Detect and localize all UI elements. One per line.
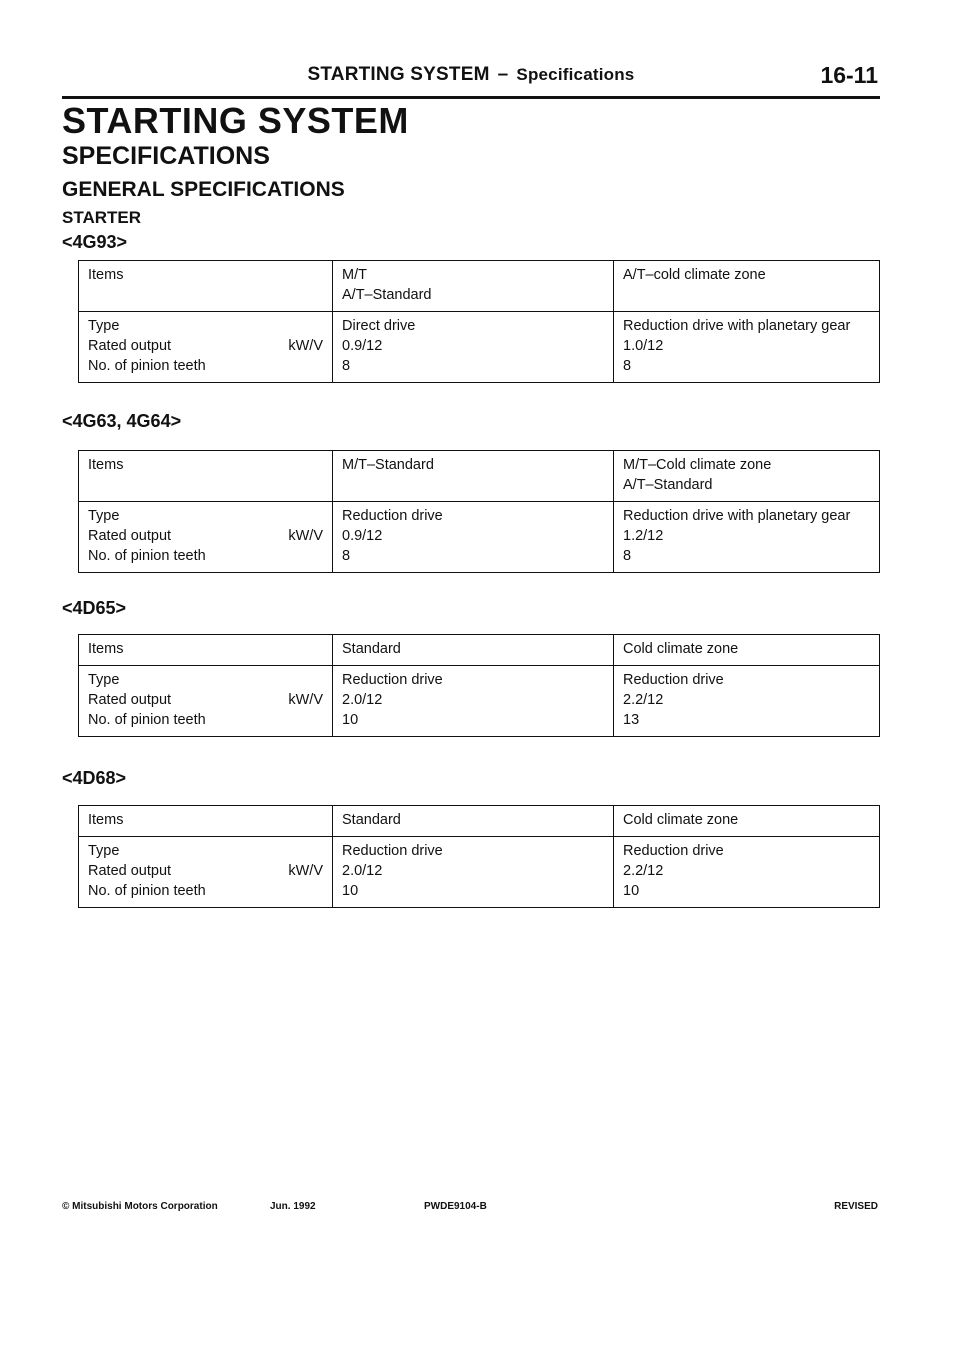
header-cell: Standard	[333, 635, 614, 666]
header-cell: M/T–Standard	[333, 451, 614, 502]
model-label: <4G63, 4G64>	[62, 411, 182, 431]
header-cell: Standard	[333, 806, 614, 837]
items-cell: Type Rated output kW/V No. of pinion teeth	[79, 666, 333, 737]
table-header-row	[79, 261, 880, 312]
items-cell: Type Rated output kW/V No. of pinion teeth	[79, 502, 333, 573]
header-subtitle: Specifications	[516, 65, 635, 84]
header-dash: –	[497, 64, 509, 85]
spec-table-4d68	[78, 805, 880, 908]
footer-copyright: © Mitsubishi Motors Corporation	[62, 1201, 218, 1212]
spec-table-4d65	[78, 634, 880, 737]
values-cell: Direct drive 0.9/12 8	[333, 312, 614, 383]
values-cell: Reduction drive 2.0/12 10	[333, 837, 614, 908]
spec-table-4g63-4g64	[78, 450, 880, 573]
unit-label: kW/V	[288, 863, 323, 879]
unit-label: kW/V	[288, 338, 323, 354]
header-title-line	[62, 64, 880, 86]
starter-heading: STARTER	[62, 208, 142, 227]
values-cell: Reduction drive 0.9/12 8	[333, 502, 614, 573]
header-cell: Cold climate zone	[614, 635, 880, 666]
page-header	[62, 62, 880, 99]
header-cell: Items	[79, 635, 333, 666]
spec-table-4g93	[78, 260, 880, 383]
header-cell: Cold climate zone	[614, 806, 880, 837]
table-body-row	[79, 837, 880, 908]
section-title: STARTING SYSTEM	[62, 100, 409, 141]
general-specifications-heading: GENERAL SPECIFICATIONS	[62, 178, 345, 201]
table-body-row	[79, 666, 880, 737]
footer-code: PWDE9104-B	[424, 1201, 487, 1212]
page-number: 16-11	[820, 62, 878, 88]
header-title: STARTING SYSTEM	[307, 64, 490, 85]
table-body-row	[79, 502, 880, 573]
footer-status: REVISED	[834, 1201, 878, 1212]
values-cell: Reduction drive 2.2/12 10	[614, 837, 880, 908]
values-cell: Reduction drive with planetary gear 1.0/12 8	[614, 312, 880, 383]
header-cell: M/T–Cold climate zone A/T–Standard	[614, 451, 880, 502]
table-header-row	[79, 635, 880, 666]
header-cell: M/T A/T–Standard	[333, 261, 614, 312]
header-cell: A/T–cold climate zone	[614, 261, 880, 312]
unit-label: kW/V	[288, 692, 323, 708]
values-cell: Reduction drive 2.2/12 13	[614, 666, 880, 737]
model-label: <4D65>	[62, 598, 127, 618]
model-label: <4D68>	[62, 768, 127, 788]
model-label: <4G93>	[62, 232, 128, 252]
specifications-heading: SPECIFICATIONS	[62, 142, 270, 170]
table-body-row	[79, 312, 880, 383]
values-cell: Reduction drive with planetary gear 1.2/12 8	[614, 502, 880, 573]
table-header-row	[79, 806, 880, 837]
header-cell: Items	[79, 451, 333, 502]
items-cell: Type Rated output kW/V No. of pinion teeth	[79, 312, 333, 383]
header-cell: Items	[79, 261, 333, 312]
table-header-row	[79, 451, 880, 502]
values-cell: Reduction drive 2.0/12 10	[333, 666, 614, 737]
header-cell: Items	[79, 806, 333, 837]
unit-label: kW/V	[288, 528, 323, 544]
items-cell: Type Rated output kW/V No. of pinion teeth	[79, 837, 333, 908]
footer-date: Jun. 1992	[270, 1201, 316, 1212]
